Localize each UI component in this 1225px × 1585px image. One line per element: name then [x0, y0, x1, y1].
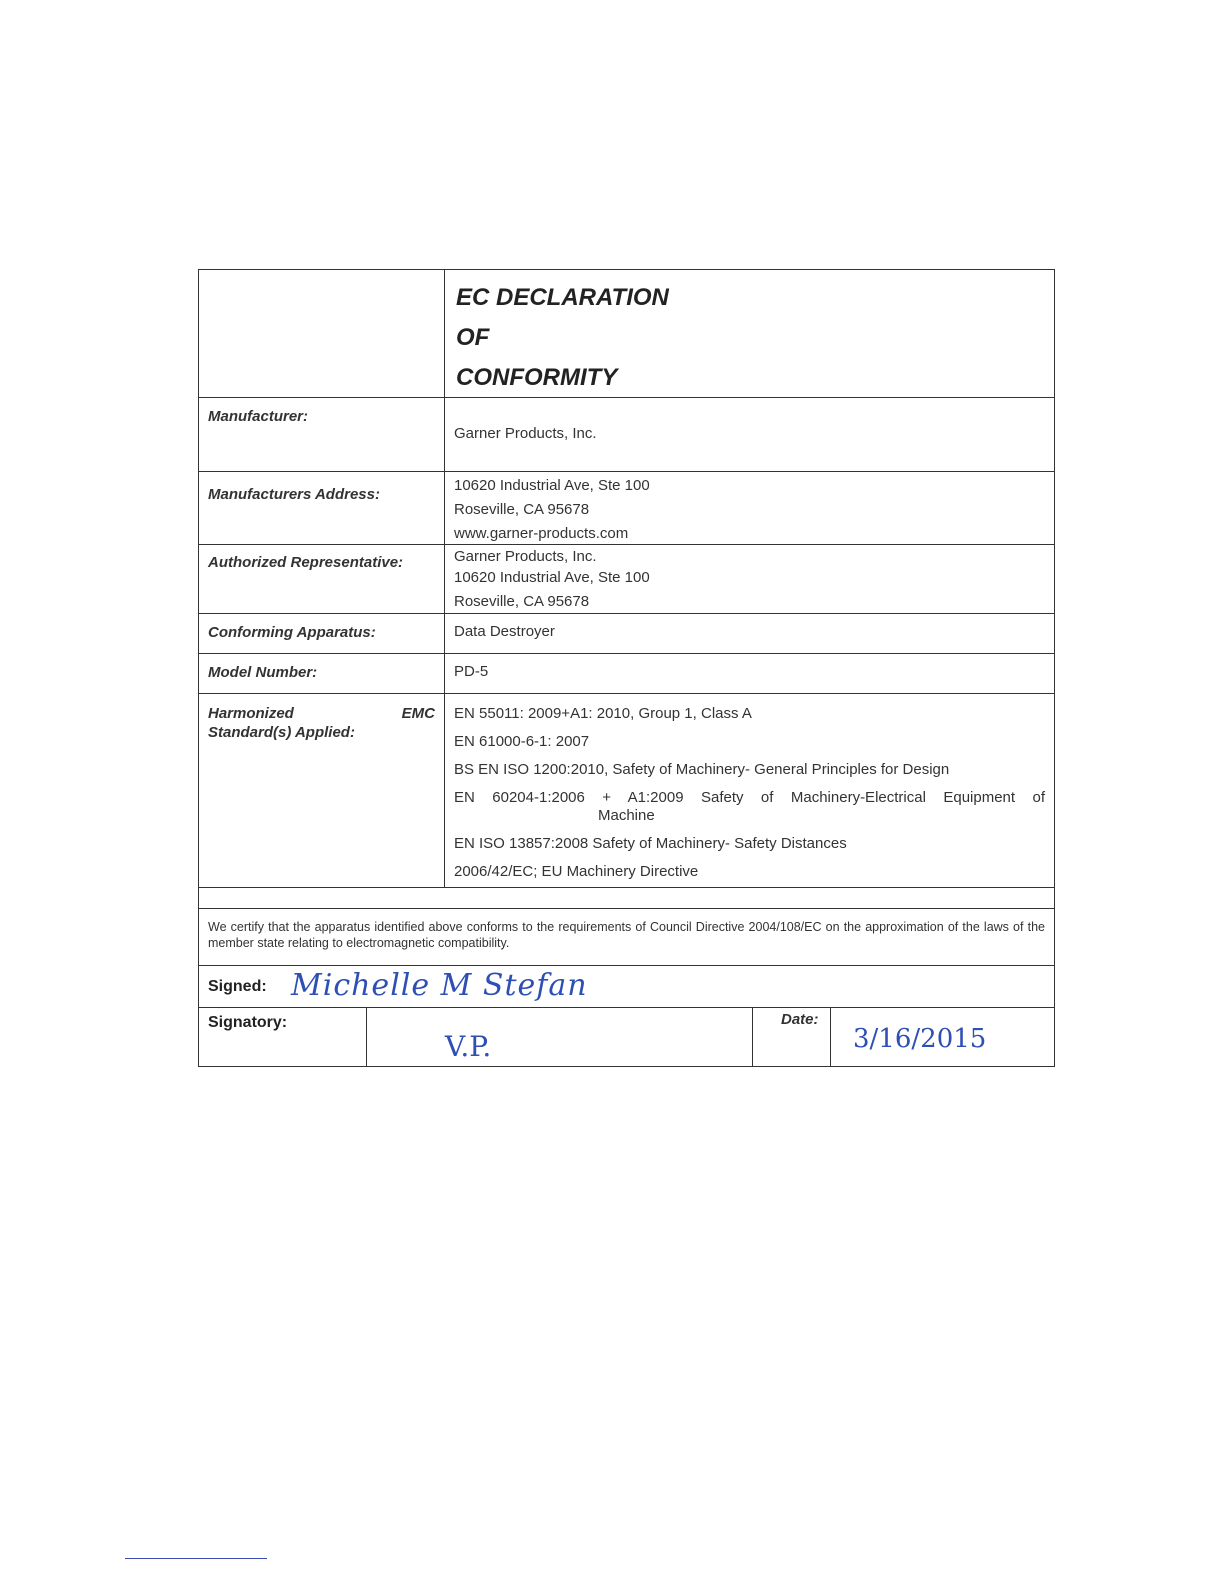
representative-label-text: Authorized Representative: — [208, 554, 404, 571]
certification-row — [199, 909, 1054, 966]
address-line-2: Roseville, CA 95678 — [454, 501, 590, 518]
standards-label-part-3: Standard(s) Applied: — [208, 724, 355, 741]
spacer-row — [199, 888, 1054, 909]
model-label: Model Number: — [199, 654, 445, 693]
footer-rule — [125, 1558, 267, 1559]
address-row — [199, 472, 1054, 545]
signature: Michelle M Stefan — [291, 968, 588, 1003]
address-line-1: 10620 Industrial Ave, Ste 100 — [454, 477, 650, 494]
signatory-title: V.P. — [445, 1030, 492, 1063]
title-line-3: CONFORMITY — [456, 364, 618, 391]
representative-line-2: 10620 Industrial Ave, Ste 100 — [454, 569, 650, 586]
standard-item: 2006/42/EC; EU Machinery Directive — [454, 863, 699, 880]
declaration-table — [198, 269, 1055, 1067]
manufacturer-row — [199, 398, 1054, 472]
standards-row — [199, 694, 1054, 888]
apparatus-label: Conforming Apparatus: — [199, 614, 445, 653]
title-cell — [445, 270, 1054, 397]
standard-item-text: EN 60204-1:2006 + A1:2009 Safety of Machinery-Electrical Equipment of — [454, 789, 1045, 806]
manufacturer-name: Garner Products, Inc. — [454, 425, 597, 442]
date-label-cell — [753, 1008, 831, 1066]
signed-row — [199, 966, 1054, 1008]
representative-line-1: Garner Products, Inc. — [454, 548, 597, 565]
certification-text: We certify that the apparatus identified above conforms to the requirements of Council Directive 2004/108/EC on the approximation of the laws of the member state relating to electromagnetic compatibility. — [208, 920, 1045, 950]
signatory-row — [199, 1008, 1054, 1066]
standards-label-part-2: EMC — [401, 705, 435, 722]
standard-item: BS EN ISO 1200:2010, Safety of Machinery- General Principles for Design — [454, 761, 950, 778]
title-row — [199, 270, 1054, 398]
model-row — [199, 654, 1054, 694]
standards-label — [199, 694, 445, 887]
signatory-value-cell — [367, 1008, 753, 1066]
standard-item — [454, 788, 1045, 808]
representative-line-3: Roseville, CA 95678 — [454, 593, 590, 610]
manufacturer-label: Manufacturer: — [199, 398, 445, 471]
standard-item: EN 55011: 2009+A1: 2010, Group 1, Class A — [454, 705, 752, 722]
apparatus-value: Data Destroyer — [454, 623, 555, 640]
standard-item: EN 61000-6-1: 2007 — [454, 733, 590, 750]
title-line-1: EC DECLARATION — [456, 284, 669, 311]
date-label: Date: — [781, 1011, 819, 1028]
title-line-2: OF — [456, 324, 490, 351]
address-value — [445, 472, 1054, 544]
signed-label: Signed: — [208, 977, 267, 995]
representative-label — [199, 545, 445, 613]
standards-list — [445, 694, 1054, 887]
title-blank-cell — [199, 270, 445, 397]
model-value: PD-5 — [454, 663, 489, 680]
standard-item: EN ISO 13857:2008 Safety of Machinery- Safety Distances — [454, 835, 847, 852]
date-value-cell — [831, 1008, 1054, 1066]
address-line-3: www.garner-products.com — [454, 525, 629, 542]
representative-value — [445, 545, 1054, 613]
signatory-label: Signatory: — [199, 1008, 367, 1066]
standards-label-part-1: Harmonized — [208, 705, 294, 722]
manufacturer-value — [445, 398, 1054, 471]
apparatus-row — [199, 614, 1054, 654]
address-label — [199, 472, 445, 544]
address-label-text: Manufacturers Address: — [208, 486, 380, 503]
representative-row — [199, 545, 1054, 614]
standard-item-continuation: Machine — [598, 807, 655, 824]
date-value: 3/16/2015 — [853, 1024, 987, 1054]
